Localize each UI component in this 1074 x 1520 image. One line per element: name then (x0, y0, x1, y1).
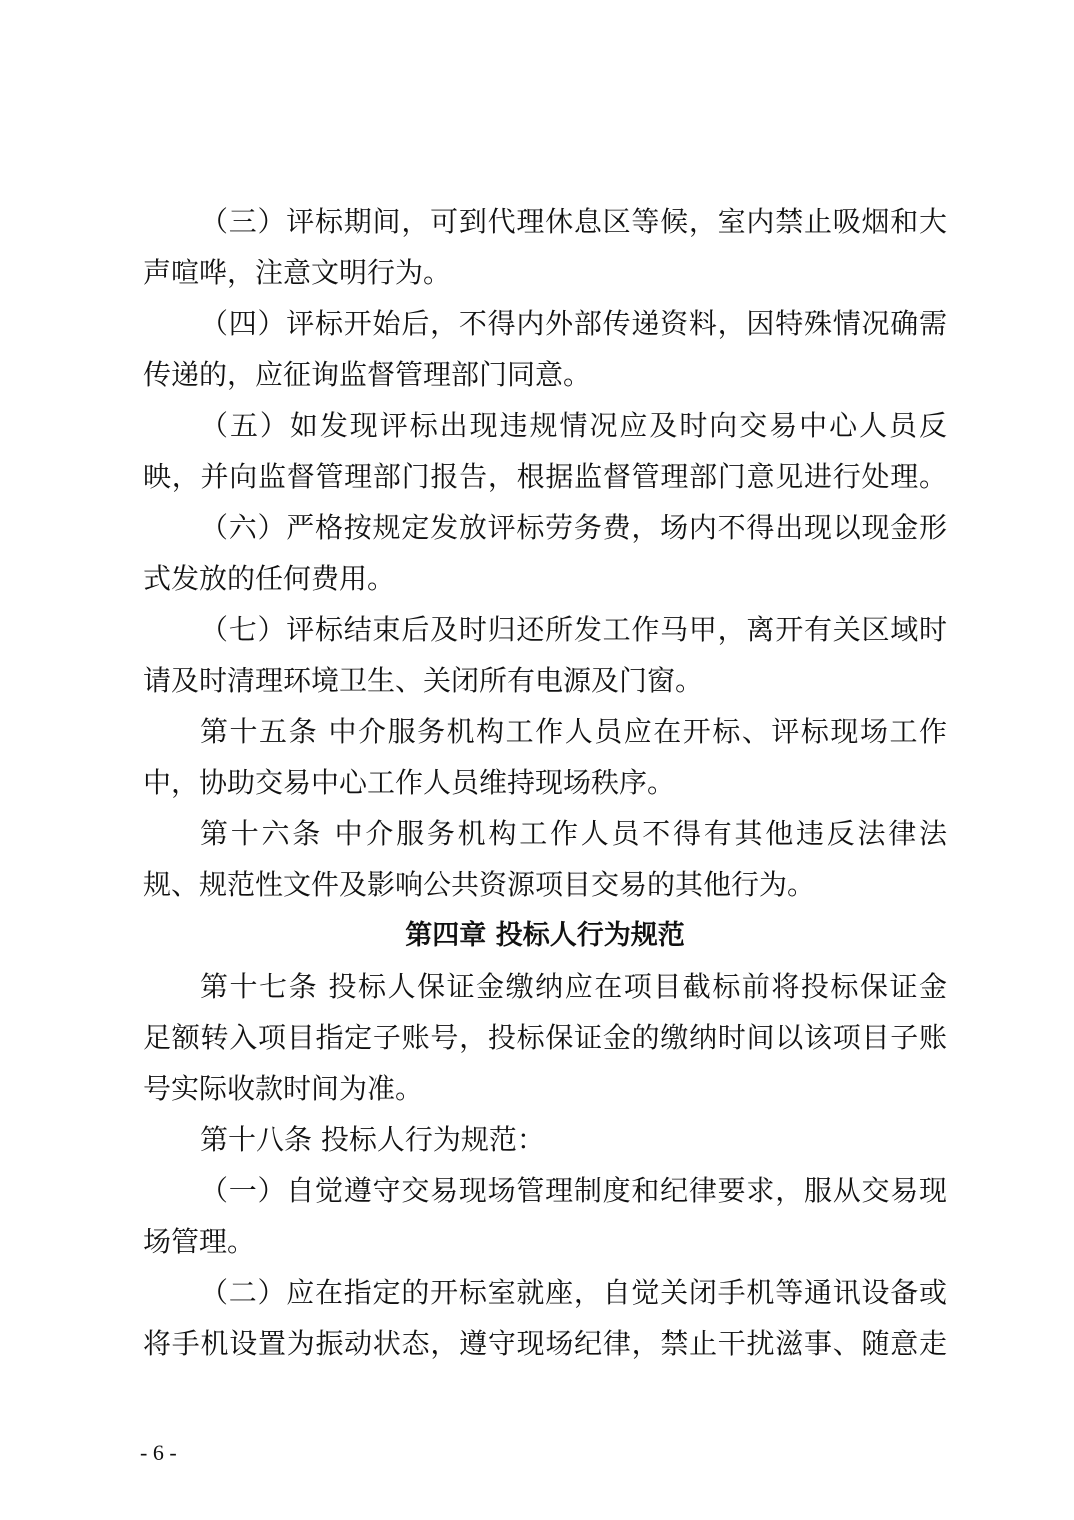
clause-4-line-1: （四）评标开始后，不得内外部传递资料，因特殊情况确需 (200, 307, 947, 340)
clause-5-line-2: 映，并向监督管理部门报告，根据监督管理部门意见进行处理。 (143, 460, 947, 493)
clause-5-line-1: （五）如发现评标出现违规情况应及时向交易中心人员反 (200, 409, 947, 442)
article-18-item-1-line-2: 场管理。 (143, 1225, 256, 1258)
article-17-line-1: 第十七条 投标人保证金缴纳应在项目截标前将投标保证金 (200, 970, 947, 1003)
clause-3-line-1: （三）评标期间，可到代理休息区等候，室内禁止吸烟和大 (200, 205, 947, 238)
article-18-item-1-line-1: （一）自觉遵守交易现场管理制度和纪律要求，服从交易现 (200, 1174, 947, 1207)
article-18-item-2-line-2: 将手机设置为振动状态，遵守现场纪律，禁止干扰滋事、随意走 (143, 1327, 947, 1360)
article-17-line-3: 号实际收款时间为准。 (143, 1072, 424, 1105)
article-18-item-2-line-1: （二）应在指定的开标室就座，自觉关闭手机等通讯设备或 (200, 1276, 947, 1309)
article-18-line-1: 第十八条 投标人行为规范： (200, 1123, 545, 1156)
chapter-heading: 第四章 投标人行为规范 (405, 920, 685, 951)
article-16-line-2: 规、规范性文件及影响公共资源项目交易的其他行为。 (143, 868, 816, 901)
page-number: - 6 - (140, 1440, 177, 1465)
clause-6-line-1: （六）严格按规定发放评标劳务费，场内不得出现以现金形 (200, 511, 947, 544)
document-body (143, 196, 947, 1369)
clause-7-line-2: 请及时清理环境卫生、关闭所有电源及门窗。 (143, 664, 704, 697)
article-15-line-2: 中，协助交易中心工作人员维持现场秩序。 (143, 766, 676, 799)
article-17-line-2: 足额转入项目指定子账号，投标保证金的缴纳时间以该项目子账 (143, 1021, 947, 1054)
clause-4-line-2: 传递的，应征询监督管理部门同意。 (143, 358, 592, 391)
clause-6-line-2: 式发放的任何费用。 (143, 562, 396, 595)
article-15-line-1: 第十五条 中介服务机构工作人员应在开标、评标现场工作 (200, 715, 947, 748)
article-16-line-1: 第十六条 中介服务机构工作人员不得有其他违反法律法 (200, 817, 947, 850)
clause-3-line-2: 声喧哗，注意文明行为。 (143, 256, 452, 289)
clause-7-line-1: （七）评标结束后及时归还所发工作马甲，离开有关区域时 (200, 613, 947, 646)
